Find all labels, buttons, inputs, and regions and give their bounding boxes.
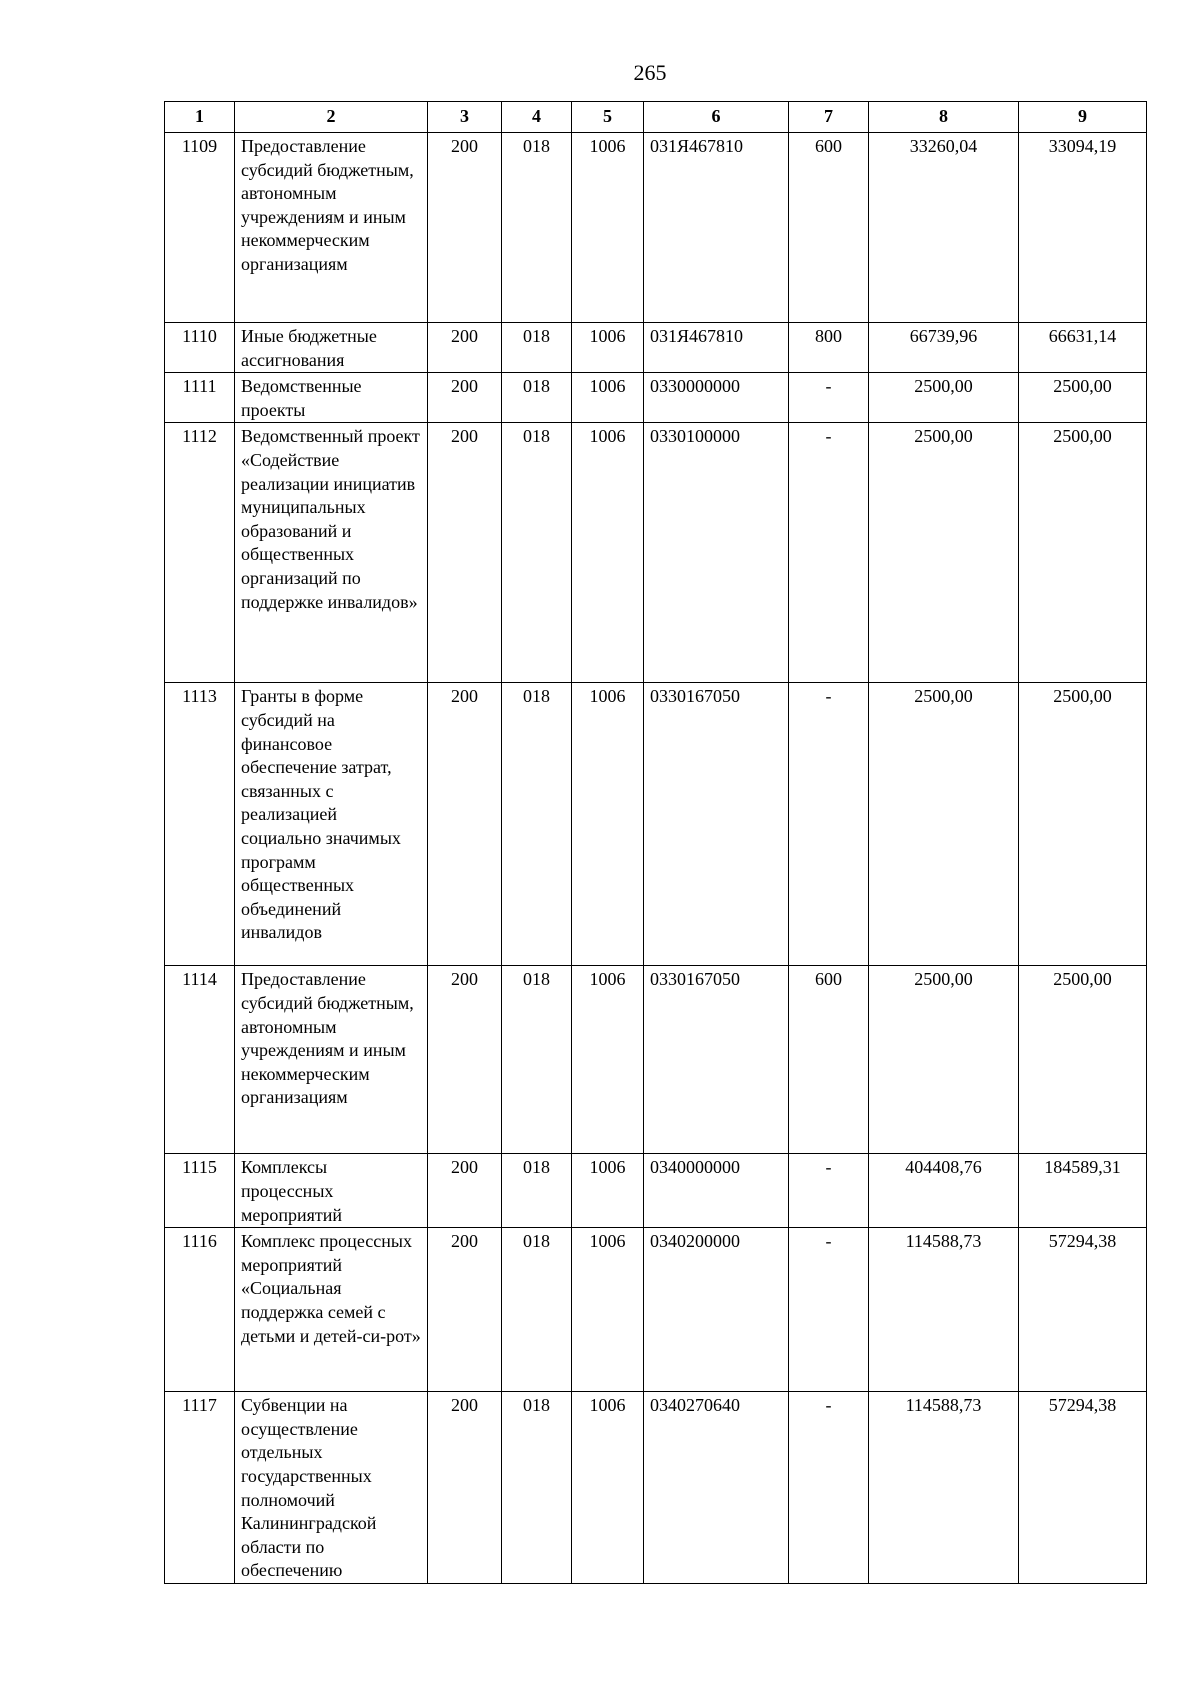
row-target-article: 0330167050 — [644, 683, 789, 966]
row-amount-col9: 184589,31 — [1019, 1154, 1147, 1228]
row-amount-col9: 33094,19 — [1019, 133, 1147, 323]
row-amount-col8: 2500,00 — [869, 966, 1019, 1154]
row-amount-col8: 114588,73 — [869, 1392, 1019, 1584]
row-col5: 1006 — [572, 323, 644, 373]
column-header: 6 — [644, 102, 789, 133]
row-target-article: 0340270640 — [644, 1392, 789, 1584]
row-col5: 1006 — [572, 373, 644, 423]
row-name: Комплексы процессных мероприятий — [235, 1154, 428, 1228]
row-number: 1117 — [165, 1392, 235, 1584]
row-col3: 200 — [428, 133, 502, 323]
table-header-row — [165, 102, 1147, 133]
row-number: 1112 — [165, 423, 235, 683]
row-amount-col9: 2500,00 — [1019, 966, 1147, 1154]
row-amount-col9: 66631,14 — [1019, 323, 1147, 373]
row-expense-type: - — [789, 1392, 869, 1584]
row-name: Иные бюджетные ассигнования — [235, 323, 428, 373]
row-expense-type: - — [789, 1228, 869, 1392]
row-amount-col8: 114588,73 — [869, 1228, 1019, 1392]
row-name: Предоставление субсидий бюджетным, автономным учреждениям и иным некоммерческим организациям — [235, 133, 428, 323]
row-amount-col9: 2500,00 — [1019, 423, 1147, 683]
row-target-article: 0330100000 — [644, 423, 789, 683]
column-header: 3 — [428, 102, 502, 133]
table-row — [165, 683, 1147, 966]
row-expense-type: - — [789, 423, 869, 683]
row-col3: 200 — [428, 323, 502, 373]
column-header: 5 — [572, 102, 644, 133]
row-col3: 200 — [428, 373, 502, 423]
row-amount-col8: 2500,00 — [869, 683, 1019, 966]
table-row — [165, 1228, 1147, 1392]
row-col3: 200 — [428, 423, 502, 683]
column-header: 8 — [869, 102, 1019, 133]
page-number: 265 — [633, 60, 667, 85]
row-col3: 200 — [428, 1392, 502, 1584]
row-number: 1109 — [165, 133, 235, 323]
row-name: Ведомственный проект «Содействие реализации инициатив муниципальных образований и общественных организаций по поддержке инвалидов» — [235, 423, 428, 683]
row-amount-col8: 404408,76 — [869, 1154, 1019, 1228]
row-amount-col8: 33260,04 — [869, 133, 1019, 323]
row-col5: 1006 — [572, 1154, 644, 1228]
row-expense-type: 600 — [789, 966, 869, 1154]
table-row — [165, 133, 1147, 323]
row-expense-type: - — [789, 683, 869, 966]
row-name: Ведомственные проекты — [235, 373, 428, 423]
column-header: 1 — [165, 102, 235, 133]
table-row — [165, 1154, 1147, 1228]
row-col4: 018 — [502, 423, 572, 683]
row-number: 1114 — [165, 966, 235, 1154]
row-number: 1111 — [165, 373, 235, 423]
row-amount-col8: 66739,96 — [869, 323, 1019, 373]
row-target-article: 0330167050 — [644, 966, 789, 1154]
row-col4: 018 — [502, 1392, 572, 1584]
row-expense-type: - — [789, 1154, 869, 1228]
row-col3: 200 — [428, 683, 502, 966]
table-row — [165, 1392, 1147, 1584]
row-amount-col9: 2500,00 — [1019, 373, 1147, 423]
table-row — [165, 373, 1147, 423]
row-amount-col9: 57294,38 — [1019, 1228, 1147, 1392]
row-amount-col9: 2500,00 — [1019, 683, 1147, 966]
column-header: 7 — [789, 102, 869, 133]
row-number: 1110 — [165, 323, 235, 373]
row-expense-type: 800 — [789, 323, 869, 373]
row-name: Гранты в форме субсидий на финансовое обеспечение затрат, связанных с реализацией социально значимых программ общественных объединений инвалидов — [235, 683, 428, 966]
row-col5: 1006 — [572, 1228, 644, 1392]
row-col3: 200 — [428, 1228, 502, 1392]
row-name: Комплекс процессных мероприятий «Социальная поддержка семей с детьми и детей-си-рот» — [235, 1228, 428, 1392]
row-expense-type: - — [789, 373, 869, 423]
row-col3: 200 — [428, 1154, 502, 1228]
row-col4: 018 — [502, 373, 572, 423]
row-target-article: 0340200000 — [644, 1228, 789, 1392]
budget-table — [164, 101, 1147, 1584]
row-number: 1115 — [165, 1154, 235, 1228]
row-col5: 1006 — [572, 423, 644, 683]
row-col3: 200 — [428, 966, 502, 1154]
row-target-article: 031Я467810 — [644, 323, 789, 373]
row-col5: 1006 — [572, 966, 644, 1154]
row-amount-col9: 57294,38 — [1019, 1392, 1147, 1584]
row-col5: 1006 — [572, 683, 644, 966]
row-amount-col8: 2500,00 — [869, 373, 1019, 423]
row-col5: 1006 — [572, 1392, 644, 1584]
row-target-article: 0330000000 — [644, 373, 789, 423]
row-target-article: 0340000000 — [644, 1154, 789, 1228]
row-col4: 018 — [502, 683, 572, 966]
column-header: 2 — [235, 102, 428, 133]
row-col4: 018 — [502, 133, 572, 323]
table-row — [165, 323, 1147, 373]
row-amount-col8: 2500,00 — [869, 423, 1019, 683]
row-target-article: 031Я467810 — [644, 133, 789, 323]
row-col4: 018 — [502, 1228, 572, 1392]
row-col4: 018 — [502, 1154, 572, 1228]
row-col4: 018 — [502, 966, 572, 1154]
row-expense-type: 600 — [789, 133, 869, 323]
table-row — [165, 966, 1147, 1154]
table-row — [165, 423, 1147, 683]
row-name: Субвенции на осуществление отдельных государственных полномочий Калининградской области по обеспечению — [235, 1392, 428, 1584]
row-number: 1113 — [165, 683, 235, 966]
column-header: 4 — [502, 102, 572, 133]
row-number: 1116 — [165, 1228, 235, 1392]
row-name: Предоставление субсидий бюджетным, автономным учреждениям и иным некоммерческим организациям — [235, 966, 428, 1154]
row-col5: 1006 — [572, 133, 644, 323]
column-header: 9 — [1019, 102, 1147, 133]
row-col4: 018 — [502, 323, 572, 373]
